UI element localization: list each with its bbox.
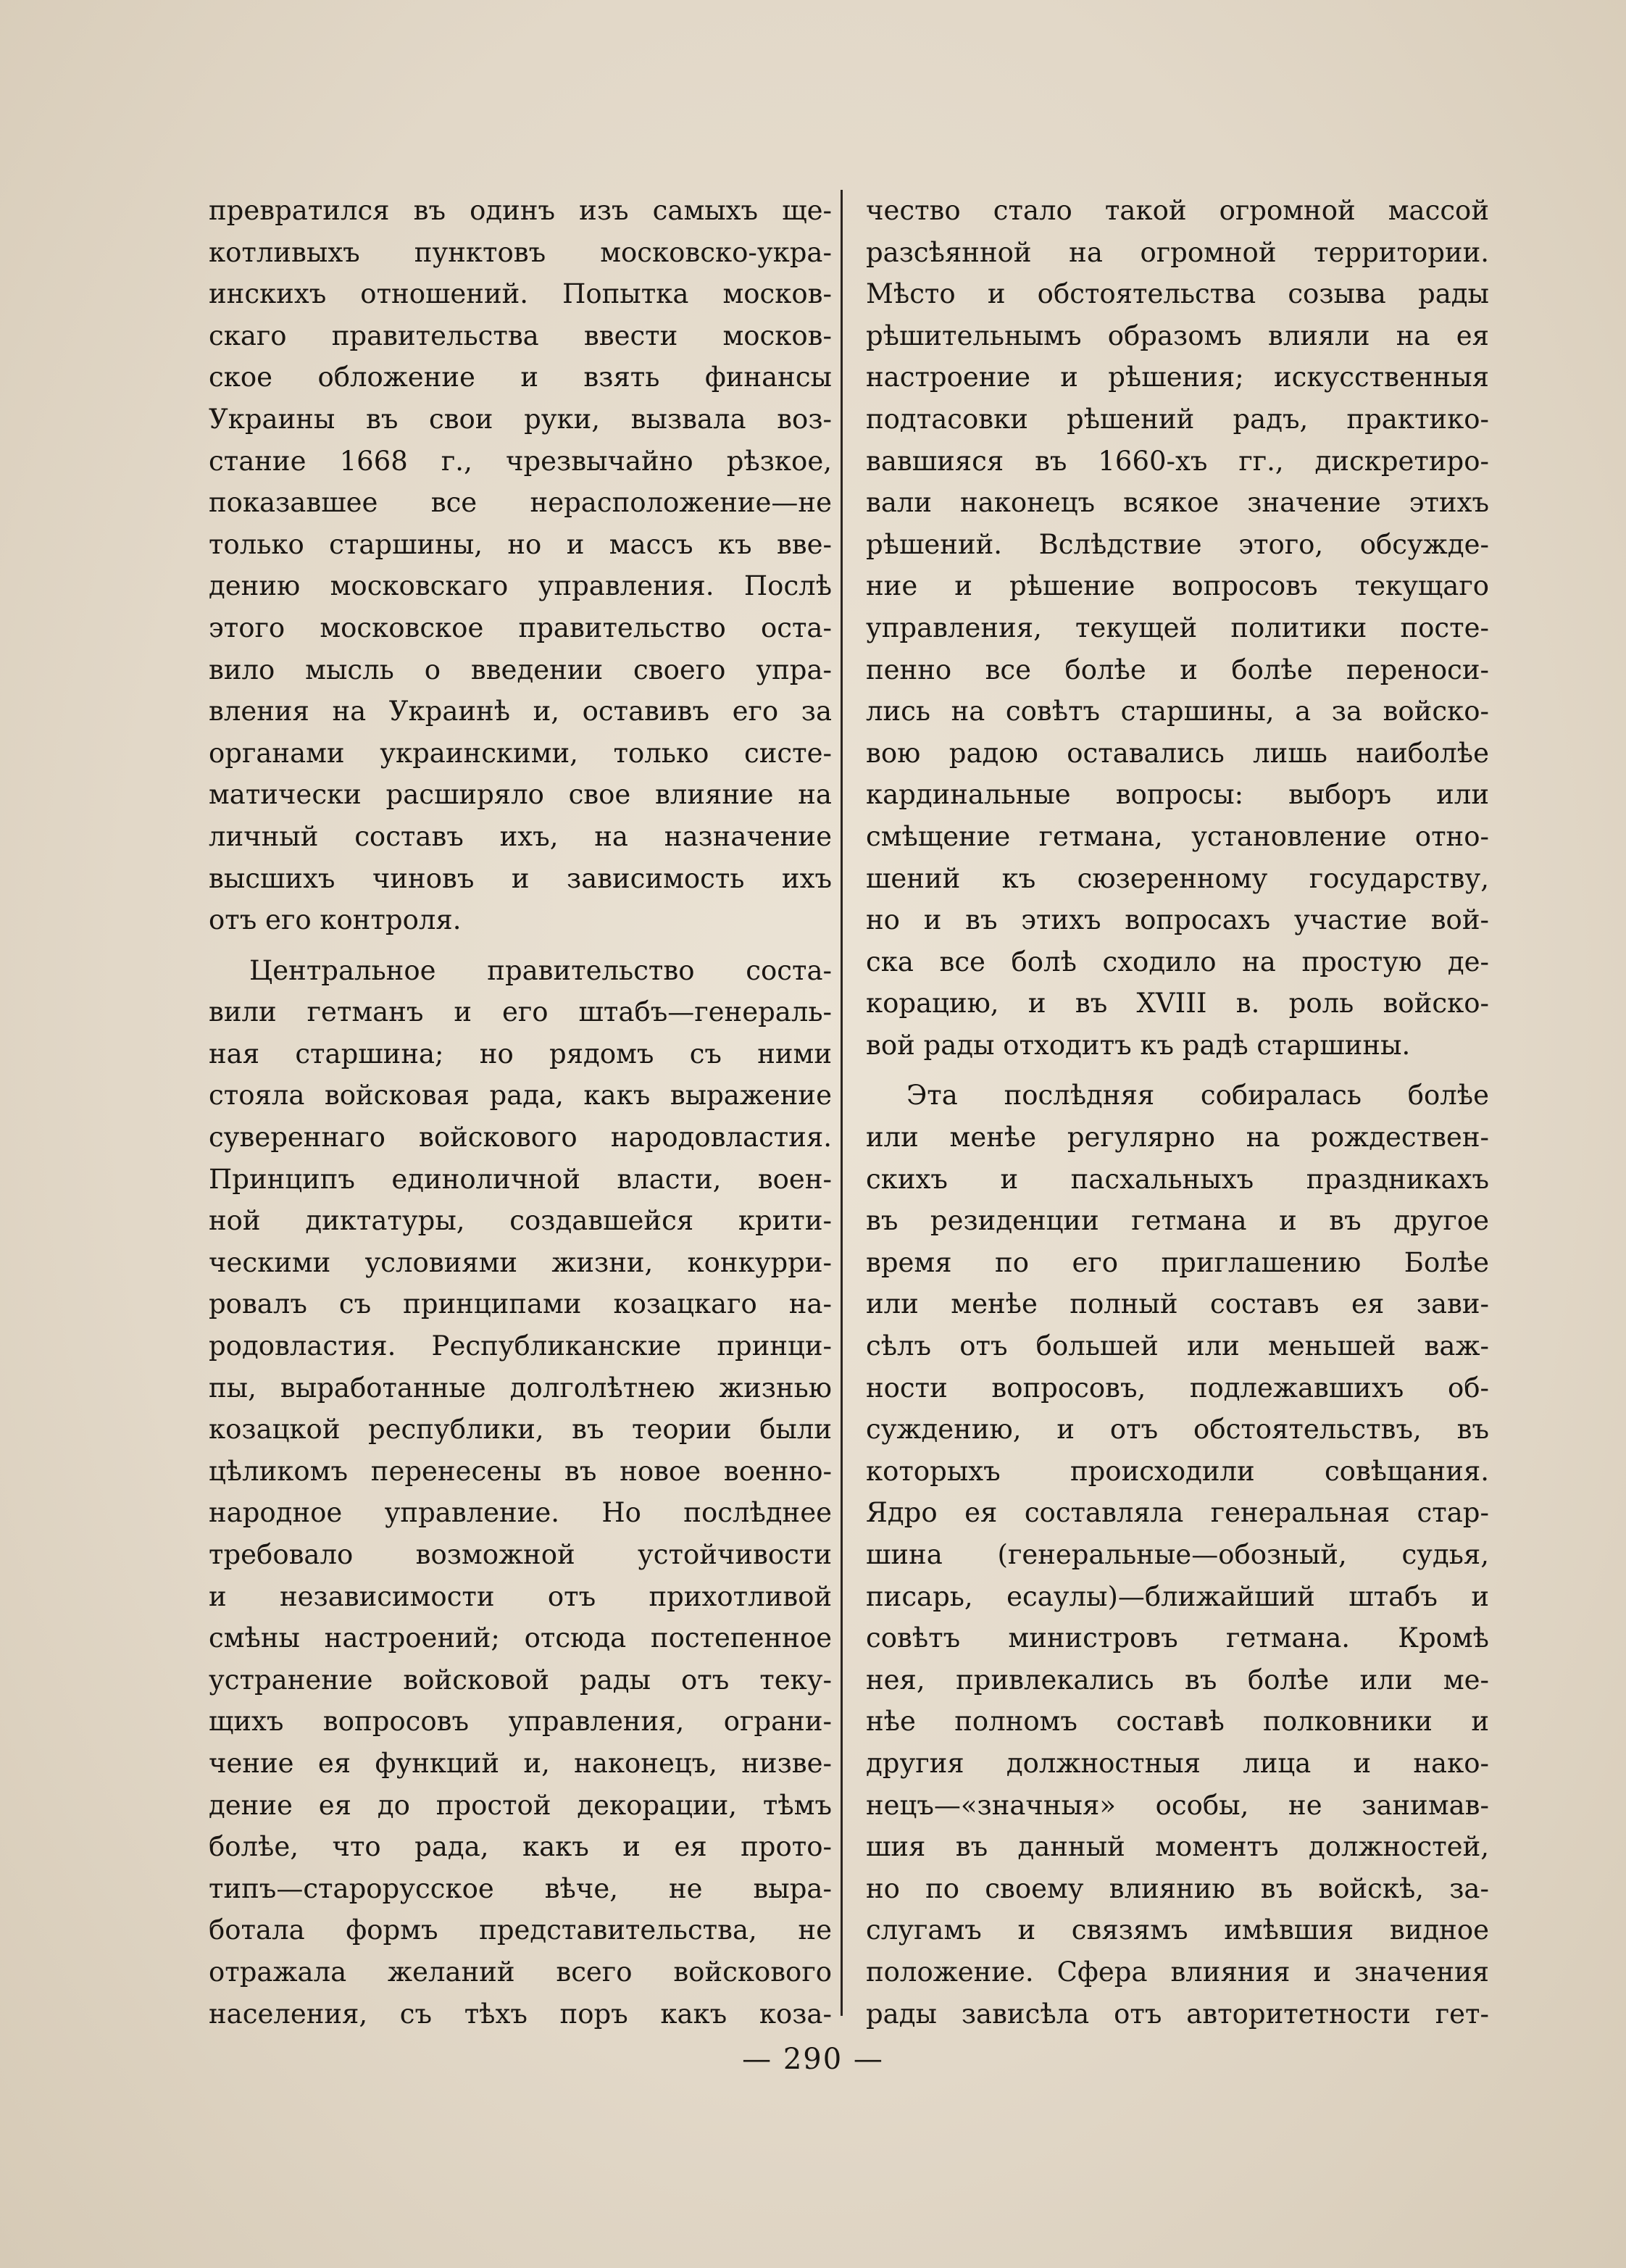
- text-line: сѣлъ отъ большей или меньшей важ-: [866, 1330, 1489, 1362]
- text-line: чение ея функций и, наконецъ, низве-: [209, 1747, 832, 1779]
- text-line: вой рады отходитъ къ радѣ старшины.: [866, 1029, 1411, 1061]
- text-line: ние и рѣшение вопросовъ текущаго: [866, 570, 1489, 602]
- text-line: Украины въ свои руки, вызвала воз-: [209, 403, 832, 435]
- text-line: другия должностныя лица и нако-: [866, 1747, 1489, 1779]
- text-line: отъ его контроля.: [209, 904, 462, 936]
- text-line: шина (генеральные—обозный, судья,: [866, 1539, 1489, 1570]
- text-line: вили гетманъ и его штабъ—генераль-: [209, 996, 832, 1028]
- text-line: требовало возможной устойчивости: [209, 1539, 832, 1570]
- text-line: корацию, и въ XVIII в. роль войско-: [866, 988, 1489, 1020]
- text-line: пы, выработанные долголѣтнею жизнью: [209, 1372, 832, 1404]
- text-line: разсѣянной на огромной территории.: [866, 236, 1489, 268]
- text-line: рады зависѣла отъ авторитетности гет-: [866, 1998, 1489, 2030]
- text-line: только старшины, но и массъ къ вве-: [209, 528, 832, 560]
- text-line: родовластия. Республиканские принци-: [209, 1330, 832, 1362]
- text-line: и независимости отъ прихотливой: [209, 1580, 832, 1612]
- text-line: ское обложение и взять финансы: [209, 362, 832, 393]
- text-line: лись на совѣтъ старшины, а за войско-: [866, 696, 1489, 727]
- text-line: рѣшительнымъ образомъ влияли на ея: [866, 320, 1489, 351]
- text-line: скихъ и пасхальныхъ праздникахъ: [866, 1163, 1489, 1195]
- text-line: время по его приглашению Болѣе: [866, 1246, 1489, 1278]
- column-divider: [841, 190, 843, 2016]
- text-line: ска все болѣ сходило на простую де-: [866, 946, 1489, 977]
- text-line: устранение войсковой рады отъ теку-: [209, 1664, 832, 1696]
- text-line: или менѣе полный составъ ея зави-: [866, 1288, 1489, 1320]
- text-line: дение ея до простой декорации, тѣмъ: [209, 1789, 832, 1821]
- text-line: превратился въ одинъ изъ самыхъ ще-: [209, 195, 832, 226]
- text-line: козацкой республики, въ теории были: [209, 1414, 832, 1446]
- text-line: личный составъ ихъ, на назначение: [209, 820, 832, 852]
- text-line: стание 1668 г., чрезвычайно рѣзкое,: [209, 445, 832, 477]
- text-line: вавшияся въ 1660-хъ гг., дискретиро-: [866, 445, 1489, 477]
- text-line: Принципъ единоличной власти, воен-: [209, 1163, 832, 1195]
- text-line: ности вопросовъ, подлежавшихъ об-: [866, 1372, 1489, 1404]
- text-line: Центральное правительство соста-: [249, 954, 832, 986]
- text-line: сувереннаго войскового народовластия.: [209, 1122, 832, 1154]
- text-line: ческими условиями жизни, конкурри-: [209, 1246, 832, 1278]
- text-line: типъ—старорусское вѣче, не выра-: [209, 1872, 832, 1904]
- text-line: Мѣсто и обстоятельства созыва рады: [866, 278, 1489, 310]
- left-column: [209, 190, 832, 2035]
- page-number: — 290 —: [742, 2043, 884, 2076]
- text-line: шия въ данный моментъ должностей,: [866, 1831, 1489, 1863]
- text-line: отражала желаний всего войскового: [209, 1956, 832, 1988]
- text-line: или менѣе регулярно на рождествен-: [866, 1122, 1489, 1154]
- text-line: органами украинскими, только систе-: [209, 737, 832, 769]
- text-line: вали наконецъ всякое значение этихъ: [866, 487, 1489, 519]
- text-line: писарь, есаулы)—ближайший штабъ и: [866, 1580, 1489, 1612]
- text-line: но по своему влиянию въ войскѣ, за-: [866, 1872, 1489, 1904]
- text-line: совѣтъ министровъ гетмана. Кромѣ: [866, 1622, 1489, 1654]
- right-column: [866, 190, 1489, 2035]
- text-line: матически расширяло свое влияние на: [209, 779, 832, 811]
- text-line: положение. Сфера влияния и значения: [866, 1956, 1489, 1988]
- text-line: болѣе, что рада, какъ и ея прото-: [209, 1831, 832, 1863]
- text-line: вою радою оставались лишь наиболѣе: [866, 737, 1489, 769]
- text-line: слугамъ и связямъ имѣвшия видное: [866, 1914, 1489, 1946]
- text-line: ной диктатуры, создавшейся крити-: [209, 1205, 832, 1237]
- text-line: пенно все болѣе и болѣе переноси-: [866, 654, 1489, 685]
- text-line: Ядро ея составляла генеральная стар-: [866, 1497, 1489, 1529]
- text-line: рѣшений. Вслѣдствие этого, обсужде-: [866, 528, 1489, 560]
- text-line: ботала формъ представительства, не: [209, 1914, 832, 1946]
- text-line: настроение и рѣшения; искусственныя: [866, 362, 1489, 393]
- text-line: этого московское правительство оста-: [209, 612, 832, 643]
- text-line: нецъ—«значныя» особы, не занимав-: [866, 1789, 1489, 1821]
- text-line: чество стало такой огромной массой: [866, 195, 1489, 226]
- text-line: инскихъ отношений. Попытка москов-: [209, 278, 832, 310]
- text-line: стояла войсковая рада, какъ выражение: [209, 1080, 832, 1112]
- text-line: вило мысль о введении своего упра-: [209, 654, 832, 685]
- text-line: подтасовки рѣшений радъ, практико-: [866, 403, 1489, 435]
- text-line: кардинальные вопросы: выборъ или: [866, 779, 1489, 811]
- text-line: Эта послѣдняя собиралась болѣе: [906, 1080, 1489, 1112]
- text-line: суждению, и отъ обстоятельствъ, въ: [866, 1414, 1489, 1446]
- text-line: скаго правительства ввести москов-: [209, 320, 832, 351]
- text-line: смѣны настроений; отсюда постепенное: [209, 1622, 832, 1654]
- text-line: шений къ сюзеренному государству,: [866, 862, 1489, 894]
- text-line: дению московскаго управления. Послѣ: [209, 570, 832, 602]
- text-line: въ резиденции гетмана и въ другое: [866, 1205, 1489, 1237]
- text-line: народное управление. Но послѣднее: [209, 1497, 832, 1529]
- text-line: ная старшина; но рядомъ съ ними: [209, 1038, 832, 1070]
- text-line: высшихъ чиновъ и зависимость ихъ: [209, 862, 832, 894]
- text-line: цѣликомъ перенесены въ новое военно-: [209, 1455, 832, 1487]
- text-line: нѣе полномъ составѣ полковники и: [866, 1706, 1489, 1738]
- text-line: населения, съ тѣхъ поръ какъ коза-: [209, 1998, 832, 2030]
- text-line: смѣщение гетмана, установление отно-: [866, 820, 1489, 852]
- text-line: вления на Украинѣ и, оставивъ его за: [209, 696, 832, 727]
- text-line: которыхъ происходили совѣщания.: [866, 1455, 1489, 1487]
- text-line: управления, текущей политики посте-: [866, 612, 1489, 643]
- text-line: ровалъ съ принципами козацкаго на-: [209, 1288, 832, 1320]
- text-line: нея, привлекались въ болѣе или ме-: [866, 1664, 1489, 1696]
- text-line: но и въ этихъ вопросахъ участие вой-: [866, 904, 1489, 936]
- text-line: щихъ вопросовъ управления, ограни-: [209, 1706, 832, 1738]
- text-line: показавшее все нерасположение—не: [209, 487, 832, 519]
- text-line: котливыхъ пунктовъ московско-укра-: [209, 236, 832, 268]
